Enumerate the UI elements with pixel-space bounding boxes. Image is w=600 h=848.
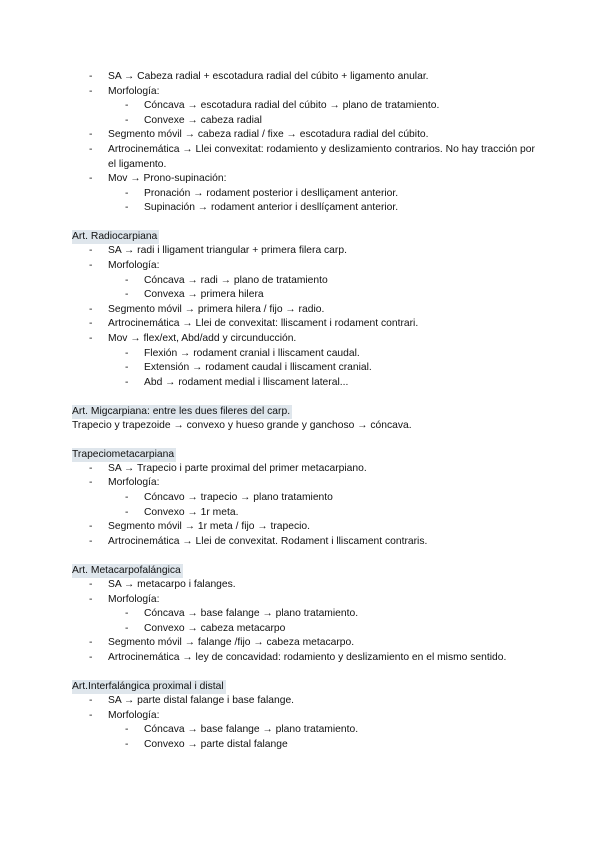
- sub-list-item: - Abd → rodament medial i lliscament lateral...: [72, 376, 542, 391]
- list-item: - Segmento móvil → 1r meta / fijo → trapecio.: [72, 520, 542, 535]
- section-heading: Art. Radiocarpiana: [72, 231, 158, 243]
- list-item: - SA → radi i lligament triangular + primera filera carp.: [72, 244, 542, 259]
- paragraph: Trapecio y trapezoide → convexo y hueso grande y ganchoso → cóncava.: [72, 419, 412, 431]
- sub-bullet-list: [108, 99, 542, 128]
- list-item: - Artrocinemática → Llei de convexitat: lliscament i rodament contrari.: [72, 317, 542, 332]
- list-item: - Morfología: - Cóncavo → trapecio → plano tratamiento - Convexo → 1r meta.: [72, 476, 542, 520]
- sub-list-item: - Pronación → rodament posterior i deslliçament anterior.: [72, 187, 542, 202]
- list-item: - SA → parte distal falange i base falange.: [72, 694, 542, 709]
- list-item: - SA → Cabeza radial + escotadura radial del cúbito + ligamento anular.: [72, 70, 542, 85]
- sub-list-item: - Supinación → rodament anterior i desllíçament anterior.: [72, 201, 542, 216]
- list-item: - SA → metacarpo i falanges.: [72, 578, 542, 593]
- list-item: - Artrocinemática → ley de concavidad: rodamiento y deslizamiento en el mismo sentido.: [72, 651, 542, 666]
- list-item: - SA → Trapecio i parte proximal del primer metacarpiano.: [72, 462, 542, 477]
- bullet-list: [72, 244, 542, 390]
- bullet-list: [72, 694, 542, 752]
- list-item: - Artrocinemática → Llei de convexitat. Rodament i lliscament contraris.: [72, 535, 542, 550]
- section-heading: Trapeciometacarpiana: [72, 448, 175, 460]
- sub-list-item: - Convexo → parte distal falange: [72, 738, 542, 753]
- section-heading: Art. Metacarpofalángica: [72, 564, 181, 576]
- sub-list-item: - Convexo → cabeza metacarpo: [72, 622, 542, 637]
- list-item: - Segmento móvil → cabeza radial / fixe → escotadura radial del cúbito.: [72, 128, 542, 143]
- list-item: - Morfología: - Cóncava → radi → plano de tratamiento - Convexa → primera hilera: [72, 259, 542, 303]
- bullet-list: [72, 462, 542, 550]
- notes-content: [72, 70, 542, 752]
- list-item: - Mov → Prono-supinación: - Pronación → rodament posterior i deslliçament anterior. - Supinación → rodament anterior i desllíçament anterior.: [72, 172, 542, 216]
- sub-bullet-list: [108, 607, 542, 636]
- sub-list-item: - Flexión → rodament cranial i lliscament caudal.: [72, 347, 542, 362]
- list-item: - Morfología: - Cóncava → escotadura radial del cúbito → plano de tratamiento. - Convexe → cabeza radial: [72, 85, 542, 129]
- list-item: - Morfología: - Cóncava → base falange → plano tratamiento. - Convexo → parte distal falange: [72, 709, 542, 753]
- sub-bullet-list: [108, 347, 542, 391]
- sub-list-item: - Convexa → primera hilera: [72, 288, 542, 303]
- block-interfalangica: [72, 680, 542, 752]
- sub-bullet-list: [108, 274, 542, 303]
- sub-list-item: - Extensión → rodament caudal i lliscament cranial.: [72, 361, 542, 376]
- list-item: - Morfología: - Cóncava → base falange → plano tratamiento. - Convexo → cabeza metacarpo: [72, 593, 542, 637]
- sub-bullet-list: [108, 491, 542, 520]
- sub-list-item: - Cóncava → base falange → plano tratamiento.: [72, 607, 542, 622]
- block-radioulnar-proximal: [72, 70, 542, 216]
- sub-list-item: - Cóncava → radi → plano de tratamiento: [72, 274, 542, 289]
- section-heading: Art.Interfalángica proximal i distal: [72, 681, 224, 692]
- sub-bullet-list: [108, 187, 542, 216]
- list-item: - Mov → flex/ext, Abd/add y circunducción. - Flexión → rodament cranial i lliscament caudal. - Extensión → rodament caudal i lliscament cranial. - Abd → rodament medial i lliscament lateral...: [72, 332, 542, 390]
- list-item: - Artrocinemática → Llei convexitat: rodamiento y deslizamiento contrarios. No hay tracción por el ligamento.: [72, 143, 542, 172]
- sub-list-item: - Cóncavo → trapecio → plano tratamiento: [72, 491, 542, 506]
- sub-list-item: - Cóncava → base falange → plano tratamiento.: [72, 723, 542, 738]
- list-item: - Segmento móvil → falange /fijo → cabeza metacarpo.: [72, 636, 542, 651]
- section-heading: Art. Migcarpiana: entre les dues fileres del carp.: [72, 405, 291, 417]
- list-item: - Segmento móvil → primera hilera / fijo → radio.: [72, 303, 542, 318]
- block-radiocarpiana: [72, 230, 542, 390]
- block-migcarpiana: [72, 405, 542, 434]
- sub-list-item: - Convexe → cabeza radial: [72, 114, 542, 129]
- block-trapeciometacarpiana: [72, 448, 542, 550]
- sub-bullet-list: [108, 723, 542, 752]
- bullet-list: [72, 70, 542, 216]
- sub-list-item: - Convexo → 1r meta.: [72, 506, 542, 521]
- bullet-list: [72, 578, 542, 666]
- block-metacarpofalangica: [72, 564, 542, 666]
- sub-list-item: - Cóncava → escotadura radial del cúbito → plano de tratamiento.: [72, 99, 542, 114]
